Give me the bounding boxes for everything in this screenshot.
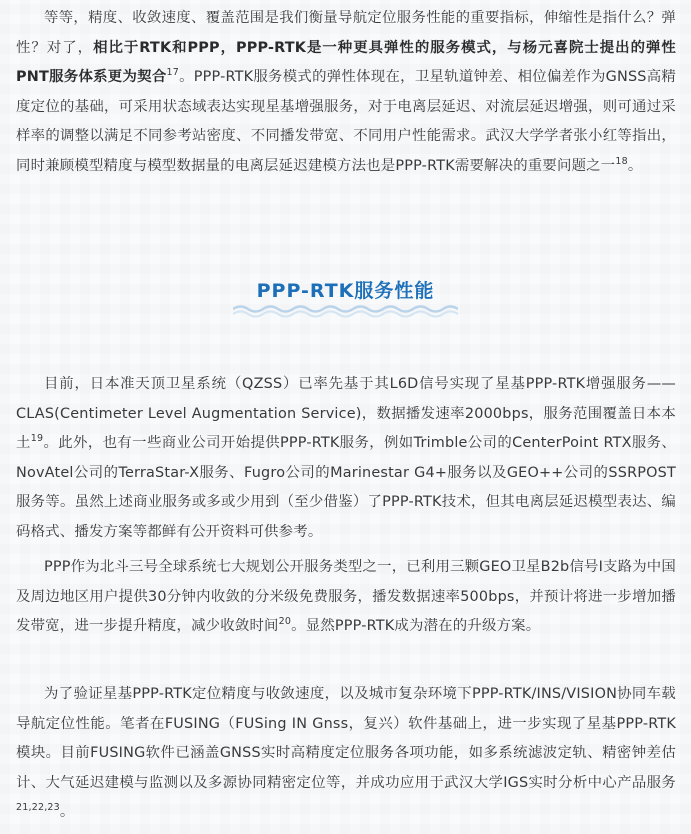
section-heading — [0, 270, 691, 330]
section-title: PPP-RTK服务性能 — [256, 280, 435, 302]
citation-18: 18 — [615, 156, 628, 168]
paragraph-text: 为了验证星基PPP-RTK定位精度与收敛速度，以及城市复杂环境下PPP-RTK/INS/VISION协同车载导航定位性能。笔者在FUSING（FUSing IN Gnss，复兴）软件基础上，进一步实现了星基PPP-RTK模块。目前FUSING软件已涵盖GNSS实时高精度定位服务各项功能，如多系统滤波定轨、精密钟差估计、大气延迟建模与监测以及多源协同精密定位等，并成功应用于武汉大学IGS实时分析中心产品服务 — [16, 686, 676, 791]
paragraph-text: 。 — [627, 157, 643, 174]
paragraph-text: PPP作为北斗三号全球系统七大规划公开服务类型之一，已利用三颗GEO卫星B2b信号I支路为中国及周边地区用户提供30分钟内收敛的分米级免费服务，播发数据速率500bps，并预计将进一步增加播发带宽，进一步提升精度，减少收敛时间 — [16, 559, 676, 635]
bold-statement: 相比于RTK和PPP，PPP-RTK是一种更具弹性的服务模式，与杨元喜院士提出的弹性PNT服务体系更为契合 — [16, 39, 676, 86]
wave-line-upper — [233, 307, 458, 312]
paragraph-text: 。显然PPP-RTK成为潜在的升级方案。 — [291, 618, 541, 635]
paragraph-text: 等等，精度、收敛速度、覆盖范围是我们衡量导航定位服务性能的重要指标，伸缩性是指什么？弹性？对了， — [16, 10, 676, 56]
paragraph-text: 。PPP-RTK服务模式的弹性体现在，卫星轨道钟差、相位偏差作为GNSS高精度定位的基础，可采用状态域表达实现星基增强服务，对于电离层延迟、对流层延迟增强，则可通过采样率的调整以满足不同参考站密度、不同播发带宽、不同用户性能需求。武汉大学学者张小红等指出，同时兼顾模型精度与模型数据量的电离层延迟建模方法也是PPP-RTK需要解决的重要问题之一 — [16, 69, 676, 174]
paragraph-bds3-ppp — [16, 553, 676, 642]
paragraph-text: 。 — [59, 804, 75, 821]
paragraph-fusing-software — [16, 680, 676, 828]
paragraph-qzss-clas — [16, 370, 676, 548]
paragraph-text: 目前，日本准天顶卫星系统（QZSS）已率先基于其L6D信号实现了星基PPP-RTK增强服务——CLAS(Centimeter Level Augmentation Service)，数据播发速率2000bps，服务范围覆盖日本本土 — [16, 376, 676, 452]
citation-17: 17 — [166, 67, 180, 79]
paragraph-text: 。此外，也有一些商业公司开始提供PPP-RTK服务，例如Trimble公司的CenterPoint RTX服务、NovAtel公司的TerraStar-X服务、Fugro公司的Marinestar G4+服务以及GEO++公司的SSRPOST服务等。虽然上述商业服务或多或少用到（至少借鉴）了PPP-RTK技术，但其电离层延迟模型表达、编码格式、播发方案等都鲜有公开资料可供参考。 — [16, 435, 677, 540]
paragraph-elastic-service — [16, 4, 676, 182]
wave-decoration — [233, 304, 458, 318]
citation-20: 20 — [278, 616, 292, 628]
citation-21-23: 21,22,23 — [16, 802, 60, 814]
citation-19: 19 — [30, 433, 44, 445]
